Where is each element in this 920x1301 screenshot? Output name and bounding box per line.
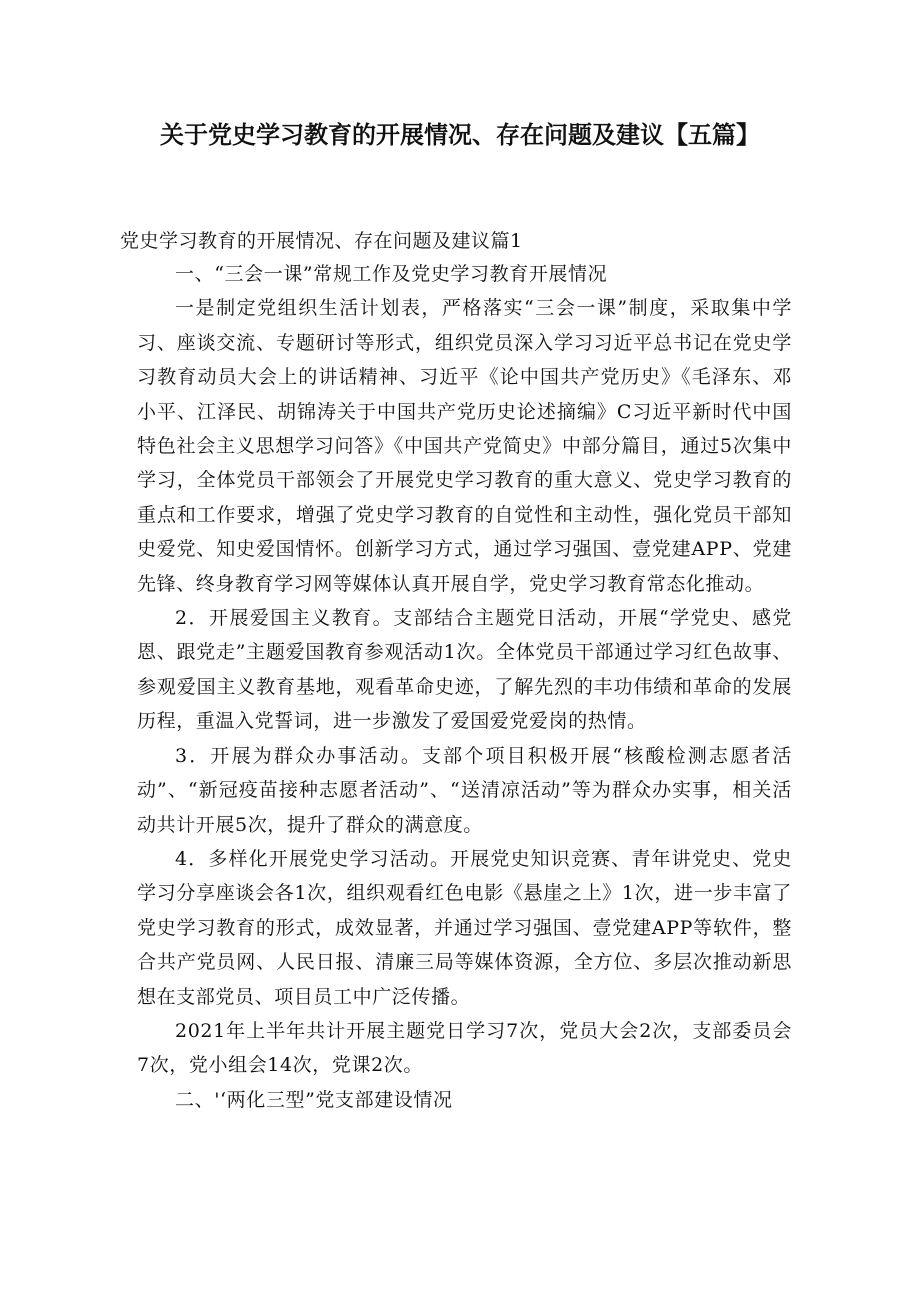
section-title: 党史学习教育的开展情况、存在问题及建议篇1 [120, 230, 523, 252]
paragraph-heading-2: 二、'‘两化三型”党支部建设情况 [175, 1088, 453, 1111]
document-body [137, 257, 792, 1117]
paragraph-heading-1: 一、“三会一课”常规工作及党史学习教育开展情况 [175, 263, 608, 285]
paragraph-3: 3．开展为群众办事活动。支部个项目积极开展“核酸检测志愿者活动”、“新冠疫苗接种志愿者活动”、“送清凉活动”等为群众办实事，相关活动共计开展5次，提升了群众的满意度。 [137, 744, 792, 836]
paragraph-5: 2021年上半年共计开展主题党日学习7次，党员大会2次，支部委员会7次，党小组会14次，党课2次。 [137, 1019, 792, 1077]
document-title: 关于党史学习教育的开展情况、存在问题及建议【五篇】 [160, 121, 760, 149]
paragraph-1: 一是制定党组织生活计划表，严格落实“三会一课”制度，采取集中学习、座谈交流、专题研讨等形式，组织党员深入学习习近平总书记在党史学习教育动员大会上的讲话精神、习近平《论中国共产党历史》《毛泽东、邓小平、江泽民、胡锦涛关于中国共产党历史论述摘编》C习近平新时代中国特色社会主义思想学习问答》《中国共产党简史》中部分篇目，通过5次集中学习，全体党员干部领会了开展党史学习教育的重大意义、党史学习教育的重点和工作要求，增强了党史学习教育的自觉性和主动性，强化党员干部知史爱党、知史爱国情怀。创新学习方式，通过学习强国、壹党建APP、党建先锋、终身教育学习网等媒体认真开展自学，党史学习教育常态化推动。 [137, 297, 792, 595]
paragraph-4: 4．多样化开展党史学习活动。开展党史知识竞赛、青年讲党史、党史学习分享座谈会各1次，组织观看红色电影《悬崖之上》1次，进一步丰富了党史学习教育的形式，成效显著，并通过学习强国、壹党建APP等软件，整合共产党员网、人民日报、清廉三局等媒体资源，全方位、多层次推动新思想在支部党员、项目员工中广泛传播。 [137, 847, 792, 1008]
paragraph-2: 2．开展爱国主义教育。支部结合主题党日活动，开展“学党史、感党恩、跟党走”主题爱国教育参观活动1次。全体党员干部通过学习红色故事、参观爱国主义教育基地，观看革命史迹，了解先烈的丰功伟绩和革命的发展历程，重温入党誓词，进一步激发了爱国爱党爱岗的热情。 [137, 607, 792, 733]
